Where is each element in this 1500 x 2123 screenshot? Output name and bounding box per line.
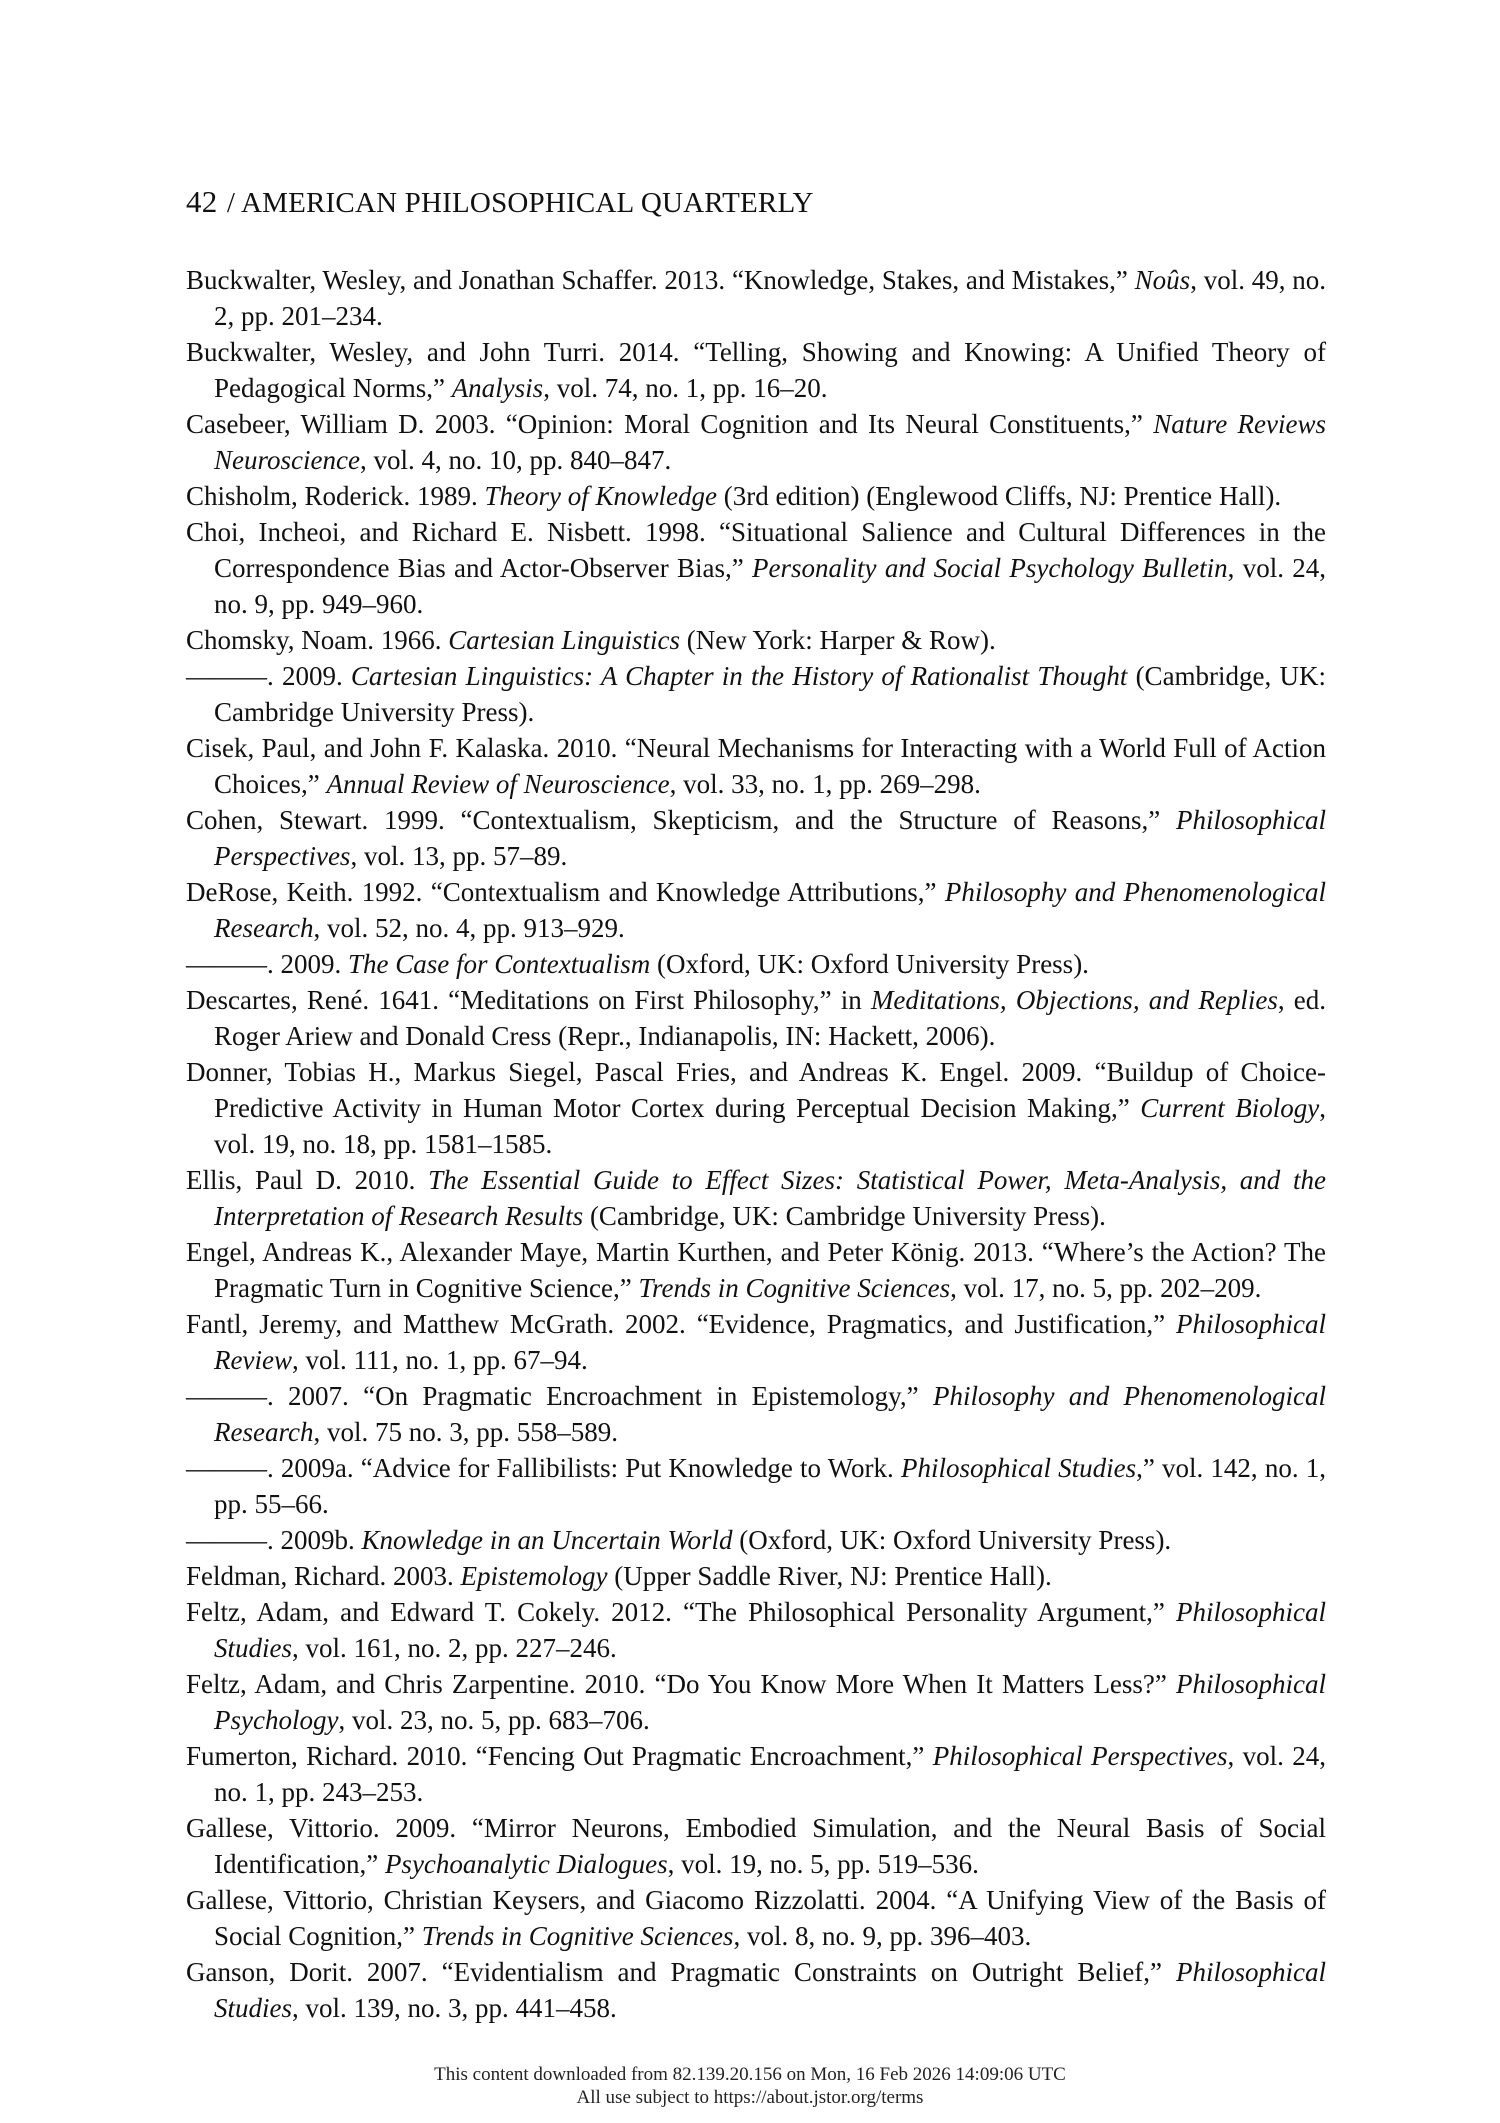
reference-source-title: Philosophy and Phenomenological Research (214, 1381, 1327, 1447)
reference-text: Choi, Incheoi, and Richard E. Nisbett. 1998. “Situational Salience and Cultural Differences in the Correspondence Bias and Actor-Observer Bias,” (186, 517, 1326, 583)
reference-text: , vol. 19, no. 18, pp. 1581–1585. (214, 1093, 1326, 1159)
reference-text: Engel, Andreas K., Alexander Maye, Martin Kurthen, and Peter König. 2013. “Where’s the Action? The Pragmatic Turn in Cognitive Science,” (186, 1237, 1326, 1303)
reference-text: , vol. 75 no. 3, pp. 558–589. (313, 1417, 618, 1447)
reference-entry (186, 1594, 1326, 1666)
reference-text: , vol. 33, no. 1, pp. 269–298. (669, 769, 981, 799)
reference-entry (186, 1954, 1326, 2026)
download-notice-line: This content downloaded from 82.139.20.156 on Mon, 16 Feb 2026 14:09:06 UTC (434, 2064, 1066, 2085)
reference-text: Chisholm, Roderick. 1989. (186, 481, 485, 511)
reference-source-title: Personality and Social Psychology Bulletin (752, 553, 1228, 583)
reference-text: , vol. 13, pp. 57–89. (350, 841, 568, 871)
reference-source-title: Annual Review of Neuroscience (326, 769, 670, 799)
reference-source-title: Philosophical Perspectives (932, 1741, 1228, 1771)
reference-text: ———. 2009b. (186, 1525, 362, 1555)
reference-entry (186, 514, 1326, 622)
reference-entry (186, 946, 1326, 982)
reference-text: ———. 2007. “On Pragmatic Encroachment in Epistemology,” (186, 1381, 933, 1411)
reference-text: ,” vol. 142, no. 1, pp. 55–66. (214, 1453, 1326, 1519)
reference-entry (186, 982, 1326, 1054)
reference-entry (186, 1162, 1326, 1234)
journal-title: / AMERICAN PHILOSOPHICAL QUARTERLY (219, 187, 814, 219)
reference-entry (186, 874, 1326, 946)
reference-text: , ed. Roger Ariew and Donald Cress (Repr., Indianapolis, IN: Hackett, 2006). (214, 985, 1327, 1051)
running-head (186, 184, 814, 220)
reference-entry (186, 1234, 1326, 1306)
reference-entry (186, 1054, 1326, 1162)
reference-entry (186, 406, 1326, 478)
reference-text: Feltz, Adam, and Edward T. Cokely. 2012. “The Philosophical Personality Argument,” (186, 1597, 1176, 1627)
reference-text: Cisek, Paul, and John F. Kalaska. 2010. “Neural Mechanisms for Interacting with a World Full of Action Choices,” (186, 733, 1326, 799)
reference-text: , vol. 74, no. 1, pp. 16–20. (543, 373, 828, 403)
download-notice (0, 2063, 1500, 2109)
reference-text: Feldman, Richard. 2003. (186, 1561, 461, 1591)
reference-source-title: Analysis (451, 373, 544, 403)
reference-text: (Oxford, UK: Oxford University Press). (732, 1525, 1172, 1555)
terms-notice-line: All use subject to https://about.jstor.org/terms (576, 2087, 924, 2108)
reference-source-title: The Case for Contextualism (348, 949, 651, 979)
reference-text: Casebeer, William D. 2003. “Opinion: Moral Cognition and Its Neural Constituents,” (186, 409, 1154, 439)
reference-text: Donner, Tobias H., Markus Siegel, Pascal Fries, and Andreas K. Engel. 2009. “Buildup of Choice-Predictive Activity in Human Motor Cortex during Perceptual Decision Making,” (186, 1057, 1326, 1123)
reference-text: Fantl, Jeremy, and Matthew McGrath. 2002. “Evidence, Pragmatics, and Justification,” (186, 1309, 1176, 1339)
reference-source-title: Psychoanalytic Dialogues (384, 1849, 668, 1879)
reference-entry (186, 1378, 1326, 1450)
reference-entry (186, 478, 1326, 514)
reference-source-title: Meditations, Objections, and Replies (870, 985, 1278, 1015)
reference-entry (186, 802, 1326, 874)
reference-source-title: Epistemology (460, 1561, 608, 1591)
reference-source-title: Noûs (1134, 265, 1191, 295)
reference-source-title: Trends in Cognitive Sciences (638, 1273, 951, 1303)
reference-text: Gallese, Vittorio. 2009. “Mirror Neurons, Embodied Simulation, and the Neural Basis of Social Identification,” (186, 1813, 1326, 1879)
reference-source-title: Knowledge in an Uncertain World (361, 1525, 733, 1555)
reference-text: Feltz, Adam, and Chris Zarpentine. 2010. “Do You Know More When It Matters Less?” (186, 1669, 1176, 1699)
reference-source-title: Cartesian Linguistics (448, 625, 681, 655)
reference-text: Fumerton, Richard. 2010. “Fencing Out Pragmatic Encroachment,” (186, 1741, 933, 1771)
reference-source-title: Nature Reviews Neuroscience (214, 409, 1326, 475)
reference-source-title: Philosophical Studies (214, 1597, 1326, 1663)
reference-text: , vol. 4, no. 10, pp. 840–847. (359, 445, 672, 475)
reference-entry (186, 1738, 1326, 1810)
reference-text: Ellis, Paul D. 2010. (186, 1165, 429, 1195)
reference-source-title: Philosophical Review (214, 1309, 1326, 1375)
reference-text: , vol. 23, no. 5, pp. 683–706. (338, 1705, 650, 1735)
reference-text: ———. 2009. (186, 661, 351, 691)
reference-source-title: Philosophical Studies (214, 1957, 1326, 2023)
reference-text: , vol. 19, no. 5, pp. 519–536. (667, 1849, 979, 1879)
reference-entry (186, 1306, 1326, 1378)
reference-entry (186, 1558, 1326, 1594)
reference-entry (186, 1522, 1326, 1558)
reference-text: (Upper Saddle River, NJ: Prentice Hall). (607, 1561, 1052, 1591)
reference-source-title: Trends in Cognitive Sciences (421, 1921, 734, 1951)
reference-entry (186, 622, 1326, 658)
reference-text: , vol. 49, no. 2, pp. 201–234. (214, 265, 1326, 331)
reference-text: DeRose, Keith. 1992. “Contextualism and Knowledge Attributions,” (186, 877, 945, 907)
reference-text: , vol. 111, no. 1, pp. 67–94. (291, 1345, 588, 1375)
reference-entry (186, 1450, 1326, 1522)
reference-source-title: Philosophical Perspectives (214, 805, 1326, 871)
reference-text: , vol. 24, no. 1, pp. 243–253. (214, 1741, 1326, 1807)
reference-entry (186, 1666, 1326, 1738)
reference-text: , vol. 17, no. 5, pp. 202–209. (950, 1273, 1262, 1303)
reference-source-title: Theory of Knowledge (484, 481, 717, 511)
reference-text: (Oxford, UK: Oxford University Press). (650, 949, 1089, 979)
reference-text: , vol. 161, no. 2, pp. 227–246. (292, 1633, 617, 1663)
reference-text: , vol. 52, no. 4, pp. 913–929. (313, 913, 625, 943)
reference-entry (186, 730, 1326, 802)
reference-text: (Cambridge, UK: Cambridge University Press). (214, 661, 1326, 727)
reference-source-title: Philosophical Studies (900, 1453, 1137, 1483)
reference-entry (186, 658, 1326, 730)
reference-text: ———. 2009a. “Advice for Fallibilists: Put Knowledge to Work. (186, 1453, 901, 1483)
reference-entry (186, 262, 1326, 334)
reference-entry (186, 334, 1326, 406)
page-number: 42 (186, 184, 218, 219)
reference-text: (New York: Harper & Row). (680, 625, 996, 655)
reference-text: (Cambridge, UK: Cambridge University Press). (583, 1201, 1106, 1231)
reference-text: Buckwalter, Wesley, and Jonathan Schaffer. 2013. “Knowledge, Stakes, and Mistakes,” (186, 265, 1135, 295)
reference-text: Descartes, René. 1641. “Meditations on First Philosophy,” in (186, 985, 871, 1015)
reference-text: ———. 2009. (186, 949, 348, 979)
reference-text: Ganson, Dorit. 2007. “Evidentialism and Pragmatic Constraints on Outright Belief,” (186, 1957, 1176, 1987)
reference-text: , vol. 8, no. 9, pp. 396–403. (733, 1921, 1032, 1951)
reference-text: , vol. 139, no. 3, pp. 441–458. (292, 1993, 617, 2023)
reference-source-title: The Essential Guide to Effect Sizes: Statistical Power, Meta-Analysis, and the Interpretation of Research Results (214, 1165, 1326, 1231)
reference-text: Cohen, Stewart. 1999. “Contextualism, Skepticism, and the Structure of Reasons,” (186, 805, 1176, 835)
reference-source-title: Cartesian Linguistics: A Chapter in the History of Rationalist Thought (350, 661, 1128, 691)
reference-source-title: Philosophy and Phenomenological Research (214, 877, 1326, 943)
reference-text: Chomsky, Noam. 1966. (186, 625, 449, 655)
reference-text: Gallese, Vittorio, Christian Keysers, and Giacomo Rizzolatti. 2004. “A Unifying View of the Basis of Social Cognition,” (186, 1885, 1326, 1951)
reference-source-title: Philosophical Psychology (214, 1669, 1326, 1735)
reference-text: Buckwalter, Wesley, and John Turri. 2014. “Telling, Showing and Knowing: A Unified Theory of Pedagogical Norms,” (186, 337, 1326, 403)
reference-text: , vol. 24, no. 9, pp. 949–960. (214, 553, 1327, 619)
reference-source-title: Current Biology (1140, 1093, 1320, 1123)
reference-text: (3rd edition) (Englewood Cliffs, NJ: Prentice Hall). (716, 481, 1282, 511)
reference-entry (186, 1810, 1326, 1882)
reference-list (186, 262, 1326, 2026)
reference-entry (186, 1882, 1326, 1954)
